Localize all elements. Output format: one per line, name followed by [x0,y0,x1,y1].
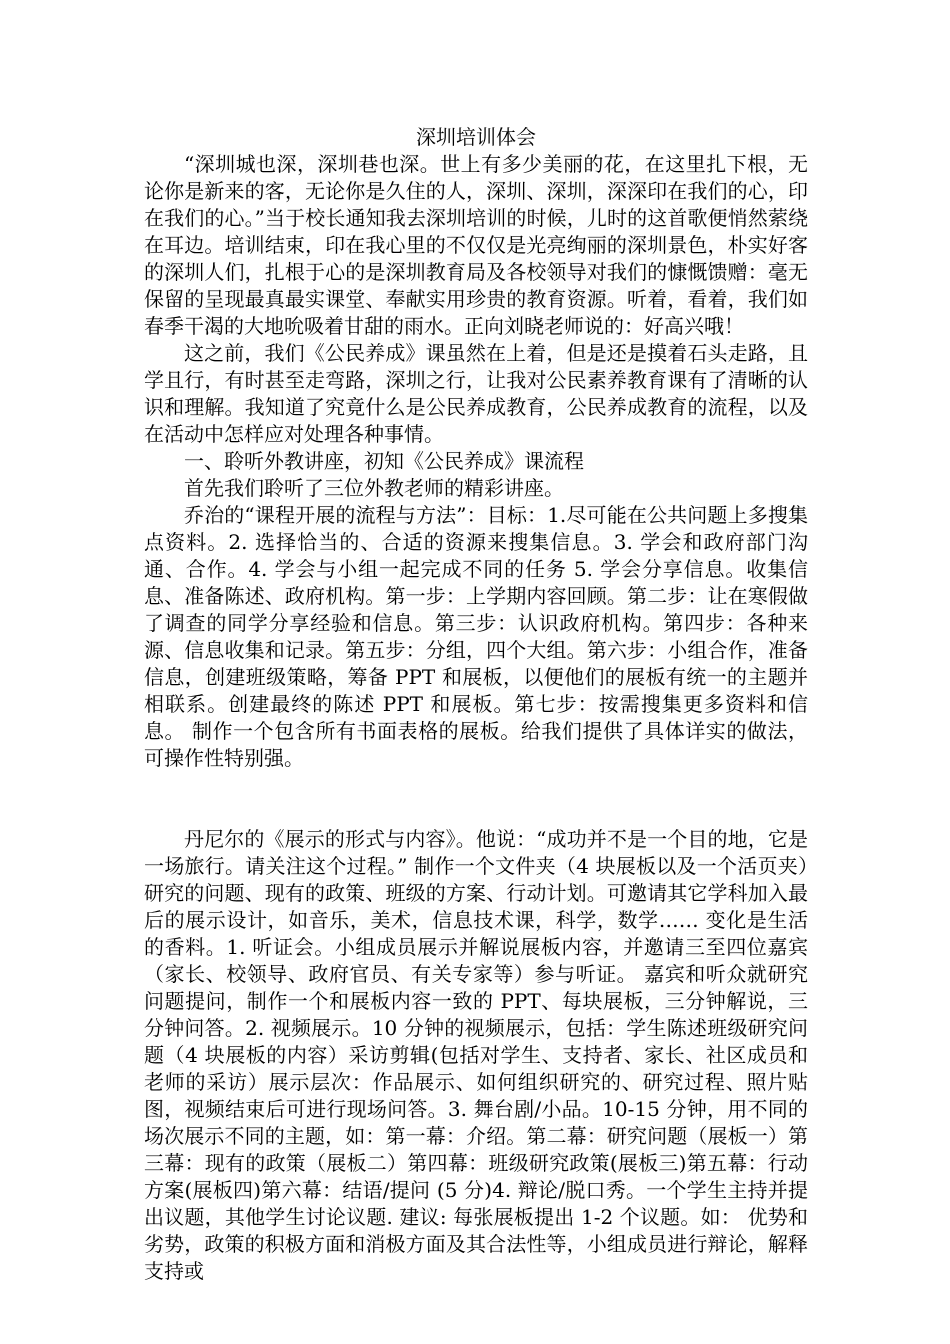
paragraph-george-lecture: 乔治的“课程开展的流程与方法”：目标：1.尽可能在公共问题上多搜集点资料。2. 选择恰当的、合适的资源来搜集信息。3. 学会和政府部门沟通、合作。4. 学会与小组一起完成不同的任务 5. 学会分享信息。收集信息、准备陈述、政府机构。第一步：上学期内容回顾。第二步：让在寒假做了调查的同学分享经验和信息。第三步：认识政府机构。第四步：各种来源、信息收集和记录。第五步：分组，四个大组。第六步：小组合作，准备信息，创建班级策略，筹备 PPT 和展板，以便他们的展板有统一的主题并相联系。创建最终的陈述 PPT 和展板。第七步：按需搜集更多资料和信息。 制作一个包含所有书面表格的展板。给我们提供了具体详实的做法，可操作性特别强。 [144,503,808,770]
paragraph-gap [144,772,808,826]
paragraph-background: 这之前，我们《公民养成》课虽然在上着，但是还是摸着石头走路，且学且行，有时甚至走弯路，深圳之行，让我对公民素养教育课有了清晰的认识和理解。我知道了究竟什么是公民养成教育，公民养成教育的流程，以及在活动中怎样应对处理各种事情。 [144,341,808,446]
section-heading-1: 一、聆听外教讲座，初知《公民养成》课流程 [184,449,584,473]
document-body [144,124,808,1285]
paragraph-intro: “深圳城也深，深圳巷也深。世上有多少美丽的花，在这里扎下根，无论你是新来的客，无论你是久住的人，深圳、深圳，深深印在我们的心，印在我们的心。”当于校长通知我去深圳培训的时候，儿时的这首歌便悄然萦绕在耳边。培训结束，印在我心里的不仅仅是光亮绚丽的深圳景色，朴实好客的深圳人们，扎根于心的是深圳教育局及各校领导对我们的慷慨馈赠：毫无保留的呈现最真最实课堂、奉献实用珍贵的教育资源。听着，看着，我们如春季干渴的大地吮吸着甘甜的雨水。正向刘晓老师说的：好高兴哦！ [144,152,808,338]
document-title: 深圳培训体会 [416,125,536,149]
paragraph-lectures-intro: 首先我们聆听了三位外教老师的精彩讲座。 [184,476,564,500]
paragraph-daniel-lecture: 丹尼尔的《展示的形式与内容》。他说：“成功并不是一个目的地，它是一场旅行。请关注这个过程。” 制作一个文件夹（4 块展板以及一个活页夹）研究的问题、现有的政策、班级的方案、行动计划。可邀请其它学科加入最后的展示设计，如音乐，美术，信息技术课，科学，数学…… 变化是生活的香料。1. 听证会。小组成员展示并解说展板内容，并邀请三至四位嘉宾（家长、校领导、政府官员、有关专家等）参与听证。 嘉宾和听众就研究问题提问，制作一个和展板内容一致的 PPT、每块展板，三分钟解说，三分钟问答。2. 视频展示。10 分钟的视频展示，包括：学生陈述班级研究问题（4 块展板的内容）采访剪辑(包括对学生、支持者、家长、社区成员和老师的采访）展示层次：作品展示、如何组织研究的、研究过程、照片贴图，视频结束后可进行现场问答。3. 舞台剧/小品。10-15 分钟，用不同的场次展示不同的主题，如：第一幕：介绍。第二幕：研究问题（展板一）第三幕：现有的政策（展板二）第四幕：班级研究政策(展板三)第五幕：行动方案(展板四)第六幕：结语/提问 (5 分)4. 辩论/脱口秀。一个学生主持并提出议题，其他学生讨论议题. 建议: 每张展板提出 1-2 个议题。如： 优势和劣势，政策的积极方面和消极方面及其合法性等，小组成员进行辩论，解释支持或 [144,827,808,1283]
